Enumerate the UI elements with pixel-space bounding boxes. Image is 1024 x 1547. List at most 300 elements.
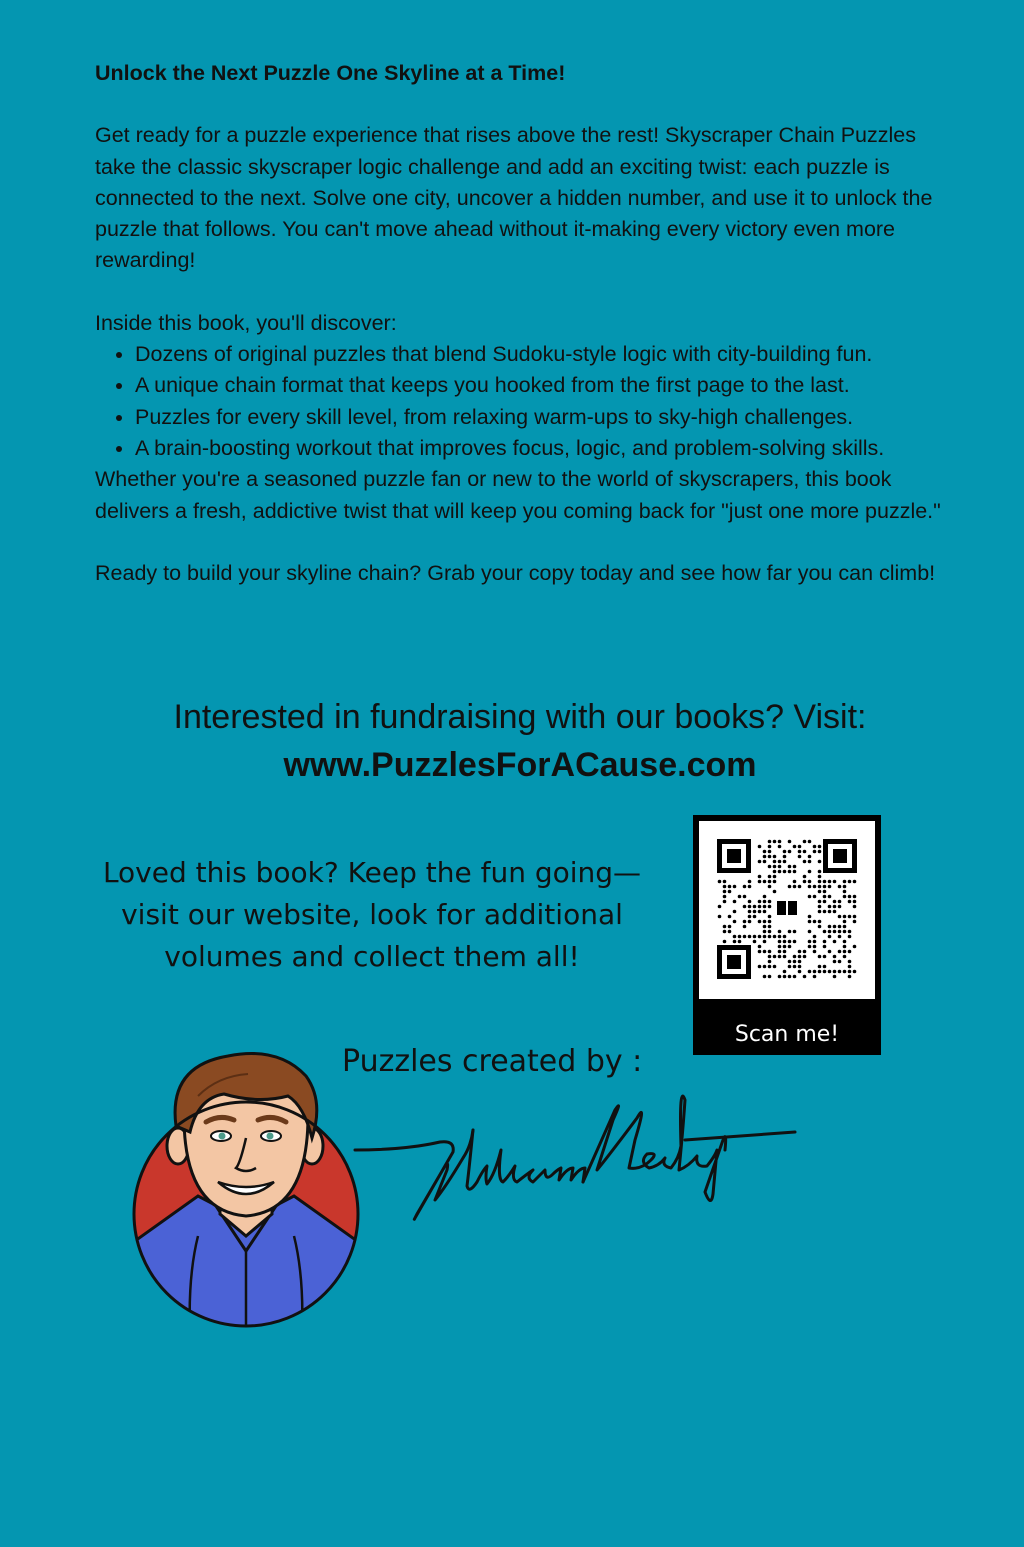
qr-dot bbox=[778, 860, 782, 864]
qr-dot bbox=[768, 915, 772, 919]
qr-dot bbox=[818, 875, 822, 879]
qr-dot bbox=[803, 860, 807, 864]
qr-dot bbox=[813, 850, 817, 854]
inside-label: Inside this book, you'll discover: bbox=[95, 310, 397, 335]
qr-dot bbox=[763, 860, 767, 864]
qr-dot bbox=[758, 880, 762, 884]
qr-dot bbox=[853, 945, 857, 949]
qr-dot bbox=[833, 940, 837, 944]
author-signature bbox=[345, 1070, 805, 1230]
qr-dot bbox=[788, 975, 792, 979]
qr-dot bbox=[788, 870, 792, 874]
list-item: • A brain-boosting workout that improves focus, logic, and problem-solving skills. bbox=[135, 433, 955, 464]
qr-dot bbox=[788, 930, 792, 934]
qr-dot bbox=[828, 910, 832, 914]
qr-dot bbox=[763, 965, 767, 969]
qr-dot bbox=[768, 875, 772, 879]
qr-dot bbox=[838, 905, 842, 909]
qr-dot bbox=[768, 855, 772, 859]
qr-dot bbox=[808, 885, 812, 889]
qr-dot bbox=[783, 970, 787, 974]
list-item: • Dozens of original puzzles that blend Sudoku-style logic with city-building fun. bbox=[135, 339, 955, 370]
qr-dot bbox=[848, 935, 852, 939]
qr-dot bbox=[793, 960, 797, 964]
qr-dot bbox=[833, 955, 837, 959]
qr-dot bbox=[718, 915, 722, 919]
qr-dot bbox=[813, 950, 817, 954]
qr-dot bbox=[778, 870, 782, 874]
list-item: • A unique chain format that keeps you hooked from the first page to the last. bbox=[135, 370, 955, 401]
qr-dot bbox=[763, 930, 767, 934]
book-description bbox=[95, 58, 955, 589]
qr-dot bbox=[828, 930, 832, 934]
qr-dot bbox=[813, 940, 817, 944]
qr-dot bbox=[758, 945, 762, 949]
qr-dot bbox=[773, 855, 777, 859]
qr-dot bbox=[848, 880, 852, 884]
qr-dot bbox=[768, 935, 772, 939]
qr-dot bbox=[793, 845, 797, 849]
author-portrait bbox=[128, 1046, 364, 1332]
qr-dot bbox=[768, 840, 772, 844]
qr-dot bbox=[808, 920, 812, 924]
qr-dot bbox=[723, 880, 727, 884]
qr-dot bbox=[818, 880, 822, 884]
qr-dot bbox=[738, 935, 742, 939]
qr-dot bbox=[748, 910, 752, 914]
qr-dot bbox=[773, 890, 777, 894]
qr-dot bbox=[838, 960, 842, 964]
qr-dot bbox=[828, 885, 832, 889]
qr-dot bbox=[768, 960, 772, 964]
qr-dot bbox=[848, 960, 852, 964]
qr-dot bbox=[718, 905, 722, 909]
qr-dot bbox=[823, 900, 827, 904]
qr-dot bbox=[808, 945, 812, 949]
qr-dot bbox=[733, 920, 737, 924]
qr-dot bbox=[818, 850, 822, 854]
qr-dot bbox=[793, 865, 797, 869]
loved-line-2: visit our website, look for additional bbox=[121, 898, 623, 931]
qr-dot bbox=[813, 935, 817, 939]
fundraising-block bbox=[0, 693, 1024, 789]
qr-dot bbox=[763, 935, 767, 939]
qr-dot bbox=[803, 950, 807, 954]
qr-dot bbox=[773, 875, 777, 879]
qr-dot bbox=[748, 935, 752, 939]
qr-dot bbox=[793, 930, 797, 934]
qr-dot bbox=[788, 940, 792, 944]
qr-dot bbox=[748, 880, 752, 884]
qr-dot bbox=[743, 905, 747, 909]
qr-dot bbox=[768, 955, 772, 959]
qr-dot bbox=[828, 950, 832, 954]
fundraising-url[interactable]: www.PuzzlesForACause.com bbox=[283, 746, 757, 784]
qr-dot bbox=[843, 885, 847, 889]
qr-dot bbox=[818, 970, 822, 974]
qr-dot bbox=[788, 885, 792, 889]
qr-dot bbox=[723, 900, 727, 904]
qr-dot bbox=[758, 845, 762, 849]
qr-dot bbox=[743, 895, 747, 899]
qr-dot bbox=[733, 910, 737, 914]
qr-dot bbox=[843, 950, 847, 954]
loved-message bbox=[72, 852, 672, 978]
list-item: • Puzzles for every skill level, from relaxing warm-ups to sky-high challenges. bbox=[135, 402, 955, 433]
qr-dot bbox=[853, 920, 857, 924]
qr-dot bbox=[843, 895, 847, 899]
qr-dot bbox=[768, 975, 772, 979]
qr-dot bbox=[768, 925, 772, 929]
qr-dot bbox=[808, 840, 812, 844]
qr-dot bbox=[848, 900, 852, 904]
qr-dot bbox=[773, 870, 777, 874]
qr-dot bbox=[813, 945, 817, 949]
qr-dot bbox=[798, 850, 802, 854]
whether-paragraph: Whether you're a seasoned puzzle fan or new to the world of skyscrapers, this book delivers a fresh, addictive twist that will keep you coming back for "just one more puzzle." bbox=[95, 467, 941, 523]
qr-dot bbox=[768, 880, 772, 884]
qr-dot bbox=[838, 915, 842, 919]
qr-dot bbox=[848, 950, 852, 954]
qr-dot bbox=[778, 945, 782, 949]
qr-dot bbox=[753, 940, 757, 944]
qr-code-frame bbox=[699, 821, 875, 999]
qr-dot bbox=[833, 925, 837, 929]
qr-dot bbox=[768, 950, 772, 954]
qr-dot bbox=[808, 970, 812, 974]
qr-dot bbox=[768, 865, 772, 869]
qr-dot bbox=[808, 915, 812, 919]
qr-dot bbox=[818, 860, 822, 864]
qr-dot bbox=[728, 885, 732, 889]
qr-dot bbox=[753, 935, 757, 939]
fundraising-line: Interested in fundraising with our books? Visit: bbox=[173, 698, 867, 736]
qr-dot bbox=[833, 905, 837, 909]
qr-dot bbox=[798, 885, 802, 889]
qr-dot bbox=[773, 955, 777, 959]
qr-dot bbox=[773, 935, 777, 939]
qr-dot bbox=[743, 885, 747, 889]
qr-dot bbox=[758, 965, 762, 969]
qr-dot bbox=[793, 880, 797, 884]
qr-dot bbox=[733, 935, 737, 939]
qr-dot bbox=[823, 895, 827, 899]
qr-dot bbox=[833, 970, 837, 974]
qr-dot bbox=[813, 975, 817, 979]
qr-dot bbox=[768, 965, 772, 969]
qr-dot bbox=[783, 940, 787, 944]
qr-dot bbox=[773, 965, 777, 969]
qr-code-icon bbox=[717, 839, 857, 979]
qr-dot bbox=[818, 925, 822, 929]
qr-dot bbox=[823, 970, 827, 974]
qr-dot bbox=[853, 895, 857, 899]
qr-dot bbox=[758, 900, 762, 904]
qr-dot bbox=[778, 940, 782, 944]
qr-dot bbox=[778, 845, 782, 849]
qr-dot bbox=[758, 875, 762, 879]
qr-dot bbox=[738, 895, 742, 899]
qr-dot bbox=[853, 880, 857, 884]
qr-dot bbox=[778, 930, 782, 934]
qr-dot bbox=[793, 885, 797, 889]
qr-dot bbox=[763, 900, 767, 904]
qr-dot bbox=[843, 930, 847, 934]
scan-label: Scan me! bbox=[734, 1022, 840, 1047]
qr-dot bbox=[838, 885, 842, 889]
qr-dot bbox=[793, 965, 797, 969]
qr-dot bbox=[798, 960, 802, 964]
qr-dot bbox=[768, 850, 772, 854]
qr-dot bbox=[813, 885, 817, 889]
qr-dot bbox=[823, 885, 827, 889]
qr-dot bbox=[843, 945, 847, 949]
qr-dot bbox=[723, 885, 727, 889]
qr-dot bbox=[788, 960, 792, 964]
qr-dot bbox=[728, 925, 732, 929]
qr-dot bbox=[823, 880, 827, 884]
qr-dot bbox=[783, 945, 787, 949]
qr-dot bbox=[778, 865, 782, 869]
qr-dot bbox=[758, 905, 762, 909]
qr-dot bbox=[848, 970, 852, 974]
qr-dot bbox=[838, 925, 842, 929]
qr-dot bbox=[838, 930, 842, 934]
qr-dot bbox=[818, 890, 822, 894]
qr-dot bbox=[808, 930, 812, 934]
qr-dot bbox=[828, 970, 832, 974]
qr-dot bbox=[823, 940, 827, 944]
qr-dot bbox=[783, 855, 787, 859]
headline: Unlock the Next Puzzle One Skyline at a Time! bbox=[95, 61, 566, 85]
qr-dot bbox=[723, 930, 727, 934]
qr-dot bbox=[763, 850, 767, 854]
qr-dot bbox=[778, 935, 782, 939]
qr-dot bbox=[763, 905, 767, 909]
qr-dot bbox=[768, 900, 772, 904]
qr-dot bbox=[748, 920, 752, 924]
qr-dot bbox=[838, 935, 842, 939]
cta-paragraph: Ready to build your skyline chain? Grab your copy today and see how far you can climb! bbox=[95, 560, 936, 585]
qr-dot bbox=[783, 860, 787, 864]
qr-dot bbox=[833, 975, 837, 979]
qr-dot bbox=[723, 890, 727, 894]
qr-dot bbox=[743, 935, 747, 939]
qr-dot bbox=[833, 880, 837, 884]
qr-dot bbox=[763, 910, 767, 914]
qr-dot bbox=[803, 880, 807, 884]
qr-dot bbox=[763, 920, 767, 924]
qr-dot bbox=[818, 965, 822, 969]
qr-dot bbox=[758, 860, 762, 864]
qr-dot bbox=[763, 975, 767, 979]
qr-dot bbox=[848, 975, 852, 979]
qr-dot bbox=[833, 960, 837, 964]
qr-dot bbox=[798, 845, 802, 849]
qr-dot bbox=[823, 965, 827, 969]
qr-dot bbox=[798, 955, 802, 959]
qr-dot bbox=[788, 840, 792, 844]
qr-dot bbox=[763, 940, 767, 944]
qr-dot bbox=[843, 920, 847, 924]
qr-dot bbox=[818, 955, 822, 959]
qr-dot bbox=[778, 975, 782, 979]
qr-dot bbox=[838, 900, 842, 904]
qr-dot bbox=[808, 895, 812, 899]
qr-dot bbox=[823, 930, 827, 934]
qr-dot bbox=[783, 850, 787, 854]
qr-dot bbox=[783, 955, 787, 959]
qr-dot bbox=[783, 975, 787, 979]
qr-dot bbox=[728, 930, 732, 934]
qr-dot bbox=[793, 975, 797, 979]
qr-dot bbox=[748, 885, 752, 889]
qr-dot bbox=[773, 880, 777, 884]
qr-dot bbox=[743, 920, 747, 924]
feature-list bbox=[95, 339, 955, 464]
qr-dot bbox=[853, 915, 857, 919]
qr-dot bbox=[843, 915, 847, 919]
qr-dot bbox=[753, 905, 757, 909]
loved-line-3: volumes and collect them all! bbox=[164, 940, 580, 973]
qr-dot bbox=[743, 925, 747, 929]
qr-dot bbox=[823, 910, 827, 914]
qr-dot bbox=[798, 950, 802, 954]
qr-dot bbox=[748, 915, 752, 919]
qr-dot bbox=[793, 870, 797, 874]
qr-dot bbox=[848, 915, 852, 919]
qr-dot bbox=[838, 950, 842, 954]
qr-dot bbox=[808, 860, 812, 864]
qr-dot bbox=[843, 890, 847, 894]
qr-dot bbox=[793, 940, 797, 944]
qr-dot bbox=[723, 925, 727, 929]
qr-dot bbox=[803, 975, 807, 979]
qr-dot bbox=[808, 940, 812, 944]
qr-dot bbox=[798, 855, 802, 859]
qr-dot bbox=[763, 925, 767, 929]
qr-dot bbox=[778, 950, 782, 954]
qr-dot bbox=[768, 885, 772, 889]
qr-dot bbox=[818, 910, 822, 914]
qr-dot bbox=[768, 905, 772, 909]
credit-label: Puzzles created by : bbox=[342, 1044, 643, 1079]
qr-dot bbox=[823, 890, 827, 894]
qr-dot bbox=[803, 875, 807, 879]
qr-dot bbox=[813, 895, 817, 899]
qr-dot bbox=[748, 900, 752, 904]
qr-dot bbox=[848, 930, 852, 934]
qr-dot bbox=[853, 970, 857, 974]
qr-dot bbox=[788, 865, 792, 869]
qr-dot bbox=[798, 965, 802, 969]
qr-dot bbox=[733, 940, 737, 944]
qr-dot bbox=[723, 940, 727, 944]
qr-dot bbox=[728, 915, 732, 919]
qr-dot bbox=[733, 885, 737, 889]
qr-dot bbox=[808, 880, 812, 884]
qr-dot bbox=[833, 910, 837, 914]
qr-dot bbox=[768, 845, 772, 849]
qr-dot bbox=[828, 895, 832, 899]
qr-dot bbox=[763, 880, 767, 884]
qr-dot bbox=[723, 895, 727, 899]
qr-dot bbox=[828, 935, 832, 939]
qr-dot bbox=[803, 850, 807, 854]
qr-dot bbox=[748, 905, 752, 909]
qr-dot bbox=[763, 950, 767, 954]
qr-dot bbox=[808, 855, 812, 859]
qr-dot bbox=[818, 905, 822, 909]
qr-dot bbox=[733, 900, 737, 904]
qr-dot bbox=[798, 970, 802, 974]
qr-dot bbox=[808, 870, 812, 874]
qr-dot bbox=[853, 905, 857, 909]
qr-dot bbox=[843, 970, 847, 974]
qr-dot bbox=[828, 880, 832, 884]
qr-dot bbox=[728, 890, 732, 894]
qr-dot bbox=[843, 925, 847, 929]
qr-dot bbox=[803, 955, 807, 959]
qr-dot bbox=[768, 930, 772, 934]
qr-dot bbox=[753, 910, 757, 914]
qr-dot bbox=[818, 885, 822, 889]
qr-dot bbox=[788, 850, 792, 854]
loved-line-1: Loved this book? Keep the fun going— bbox=[102, 856, 642, 889]
qr-dot bbox=[793, 955, 797, 959]
qr-dot bbox=[773, 840, 777, 844]
qr-dot bbox=[778, 955, 782, 959]
qr-dot bbox=[838, 970, 842, 974]
qr-dot bbox=[773, 865, 777, 869]
qr-dot bbox=[828, 905, 832, 909]
qr-dot bbox=[818, 845, 822, 849]
qr-dot bbox=[783, 870, 787, 874]
qr-dot bbox=[758, 950, 762, 954]
qr-dot bbox=[843, 940, 847, 944]
qr-dot bbox=[718, 880, 722, 884]
qr-dot bbox=[833, 900, 837, 904]
qr-dot bbox=[758, 920, 762, 924]
qr-dot bbox=[803, 840, 807, 844]
qr-code-card[interactable] bbox=[693, 815, 881, 1055]
qr-dot bbox=[753, 915, 757, 919]
qr-dot bbox=[783, 935, 787, 939]
qr-dot bbox=[788, 945, 792, 949]
qr-dot bbox=[848, 965, 852, 969]
qr-dot bbox=[758, 935, 762, 939]
qr-dot bbox=[788, 965, 792, 969]
qr-dot bbox=[818, 870, 822, 874]
qr-dot bbox=[768, 920, 772, 924]
qr-dot bbox=[848, 895, 852, 899]
qr-dot bbox=[818, 920, 822, 924]
qr-dot bbox=[853, 900, 857, 904]
qr-dot bbox=[778, 840, 782, 844]
qr-dot bbox=[773, 860, 777, 864]
qr-dot bbox=[813, 845, 817, 849]
qr-dot bbox=[783, 950, 787, 954]
intro-paragraph: Get ready for a puzzle experience that rises above the rest! Skyscraper Chain Puzzles take the classic skyscraper logic challenge and add an exciting twist: each puzzle is connected to the next. Solve one city, uncover a hidden number, and use it to unlock the puzzle that follows. You can't move ahead without it-making every victory even more rewarding! bbox=[95, 123, 933, 273]
qr-dot bbox=[843, 955, 847, 959]
qr-dot bbox=[823, 945, 827, 949]
qr-dot bbox=[763, 855, 767, 859]
qr-dot bbox=[828, 925, 832, 929]
qr-dot bbox=[818, 900, 822, 904]
qr-dot bbox=[738, 940, 742, 944]
qr-dot bbox=[843, 880, 847, 884]
qr-dot bbox=[763, 895, 767, 899]
